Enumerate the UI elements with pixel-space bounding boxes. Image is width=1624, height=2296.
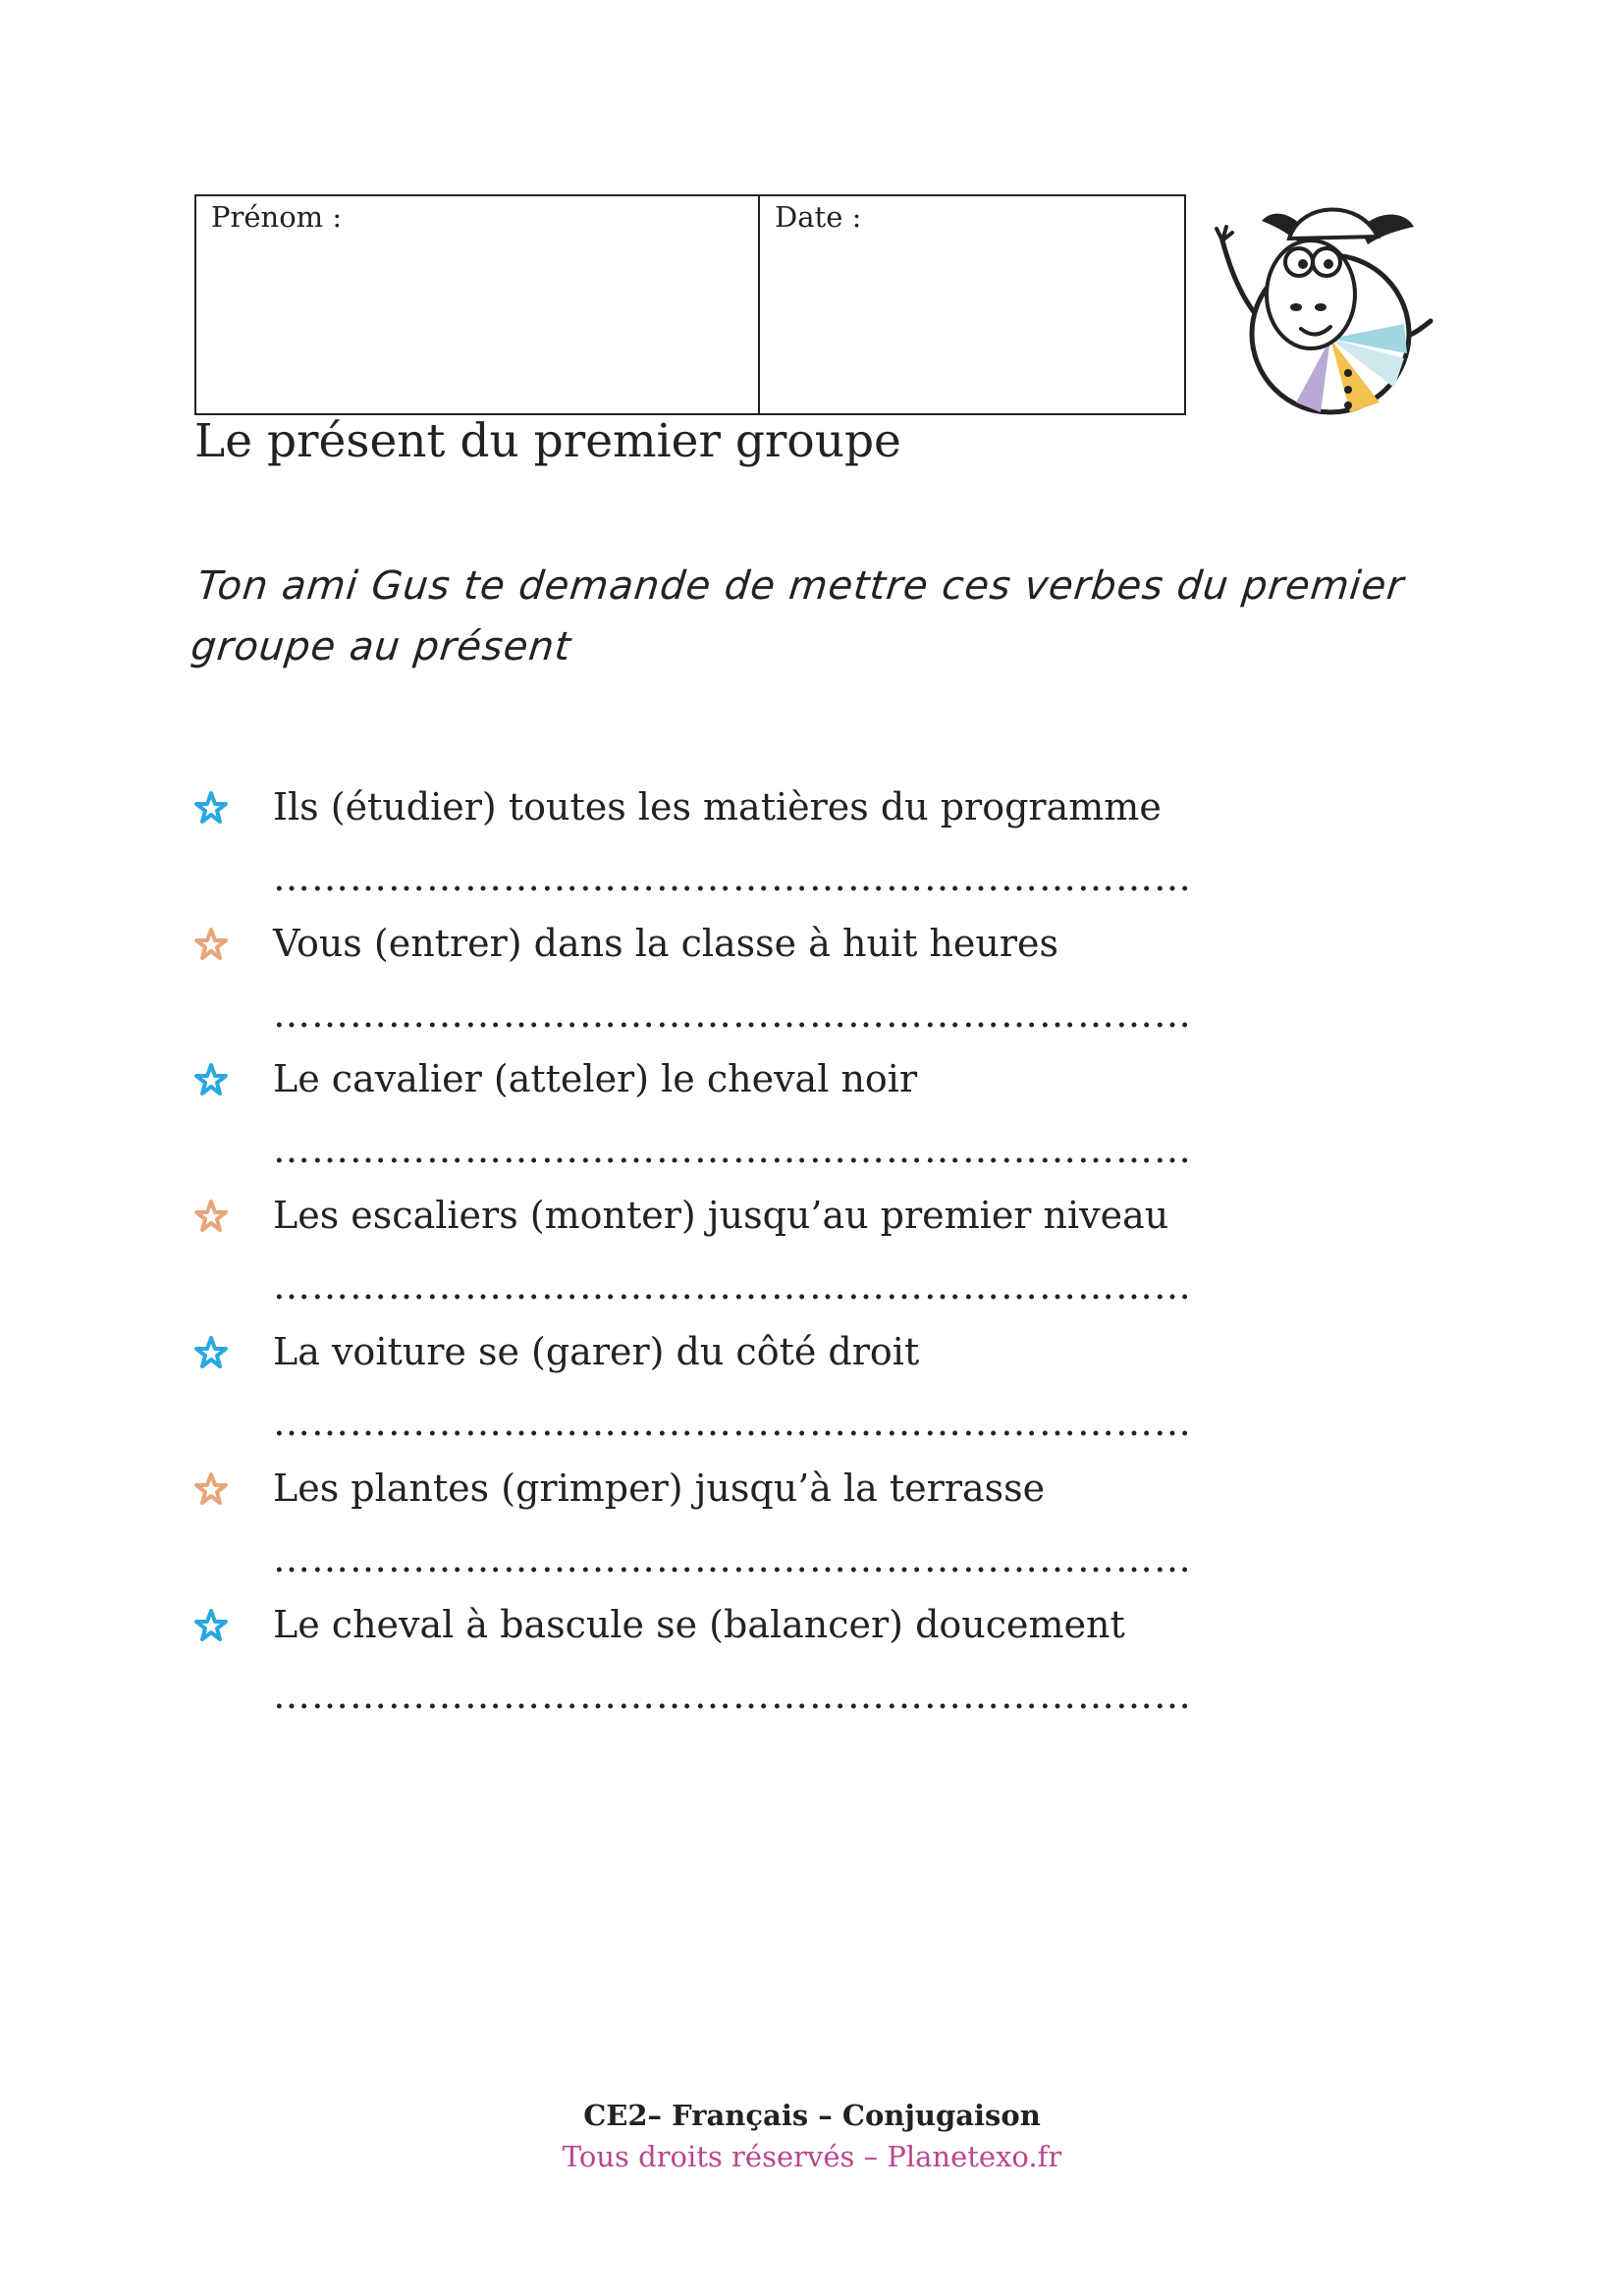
star-blue-icon [194, 1609, 228, 1642]
answer-line[interactable]: ……………………………………………………………… [273, 1674, 1192, 1717]
sheep-mascot-icon [1213, 191, 1438, 422]
exercise-sentence: Vous (entrer) dans la classe à huit heures [273, 922, 1059, 965]
footer-copyright: Tous droits réservés – Planetexo.fr [562, 2140, 1062, 2173]
exercise-item [194, 1330, 1274, 1468]
answer-line[interactable]: ……………………………………………………………… [273, 1264, 1192, 1308]
exercise-sentence: La voiture se (garer) du côté droit [273, 1330, 920, 1373]
answer-line[interactable]: ……………………………………………………………… [273, 1401, 1192, 1444]
star-orange-icon [194, 928, 228, 961]
answer-line[interactable]: ……………………………………………………………… [273, 1537, 1192, 1580]
exercise-item [194, 1603, 1274, 1740]
exercise-sentence: Ils (étudier) toutes les matières du programme [273, 785, 1162, 828]
star-orange-icon [194, 1200, 228, 1233]
star-blue-icon [194, 1336, 228, 1369]
star-blue-icon [194, 1063, 228, 1096]
exercise-item [194, 1194, 1274, 1331]
page-title: Le présent du premier groupe [194, 414, 901, 468]
exercise-sentence: Les plantes (grimper) jusqu’à la terrasse [273, 1467, 1046, 1510]
exercise-sentence: Le cavalier (atteler) le cheval noir [273, 1057, 918, 1100]
page-footer [0, 2099, 1624, 2173]
date-label: Date : [775, 200, 862, 234]
answer-line[interactable]: ……………………………………………………………… [273, 992, 1192, 1036]
date-field[interactable] [760, 196, 1184, 413]
exercise-sentence: Les escaliers (monter) jusqu’au premier niveau [273, 1194, 1169, 1237]
star-orange-icon [194, 1472, 228, 1506]
prenom-label: Prénom : [211, 200, 343, 234]
exercise-item [194, 922, 1274, 1059]
exercise-item [194, 785, 1274, 923]
footer-subject: CE2– Français – Conjugaison [583, 2099, 1041, 2132]
student-info-box [194, 194, 1186, 415]
prenom-field[interactable] [196, 196, 760, 413]
instruction-text: Ton ami Gus te demande de mettre ces verbes du premier groupe au présent [189, 563, 1407, 669]
answer-line[interactable]: ……………………………………………………………… [273, 856, 1192, 899]
star-blue-icon [194, 791, 228, 825]
exercise-sentence: Le cheval à bascule se (balancer) doucement [273, 1603, 1125, 1646]
exercise-item [194, 1057, 1274, 1195]
answer-line[interactable]: ……………………………………………………………… [273, 1128, 1192, 1171]
exercise-item [194, 1467, 1274, 1604]
